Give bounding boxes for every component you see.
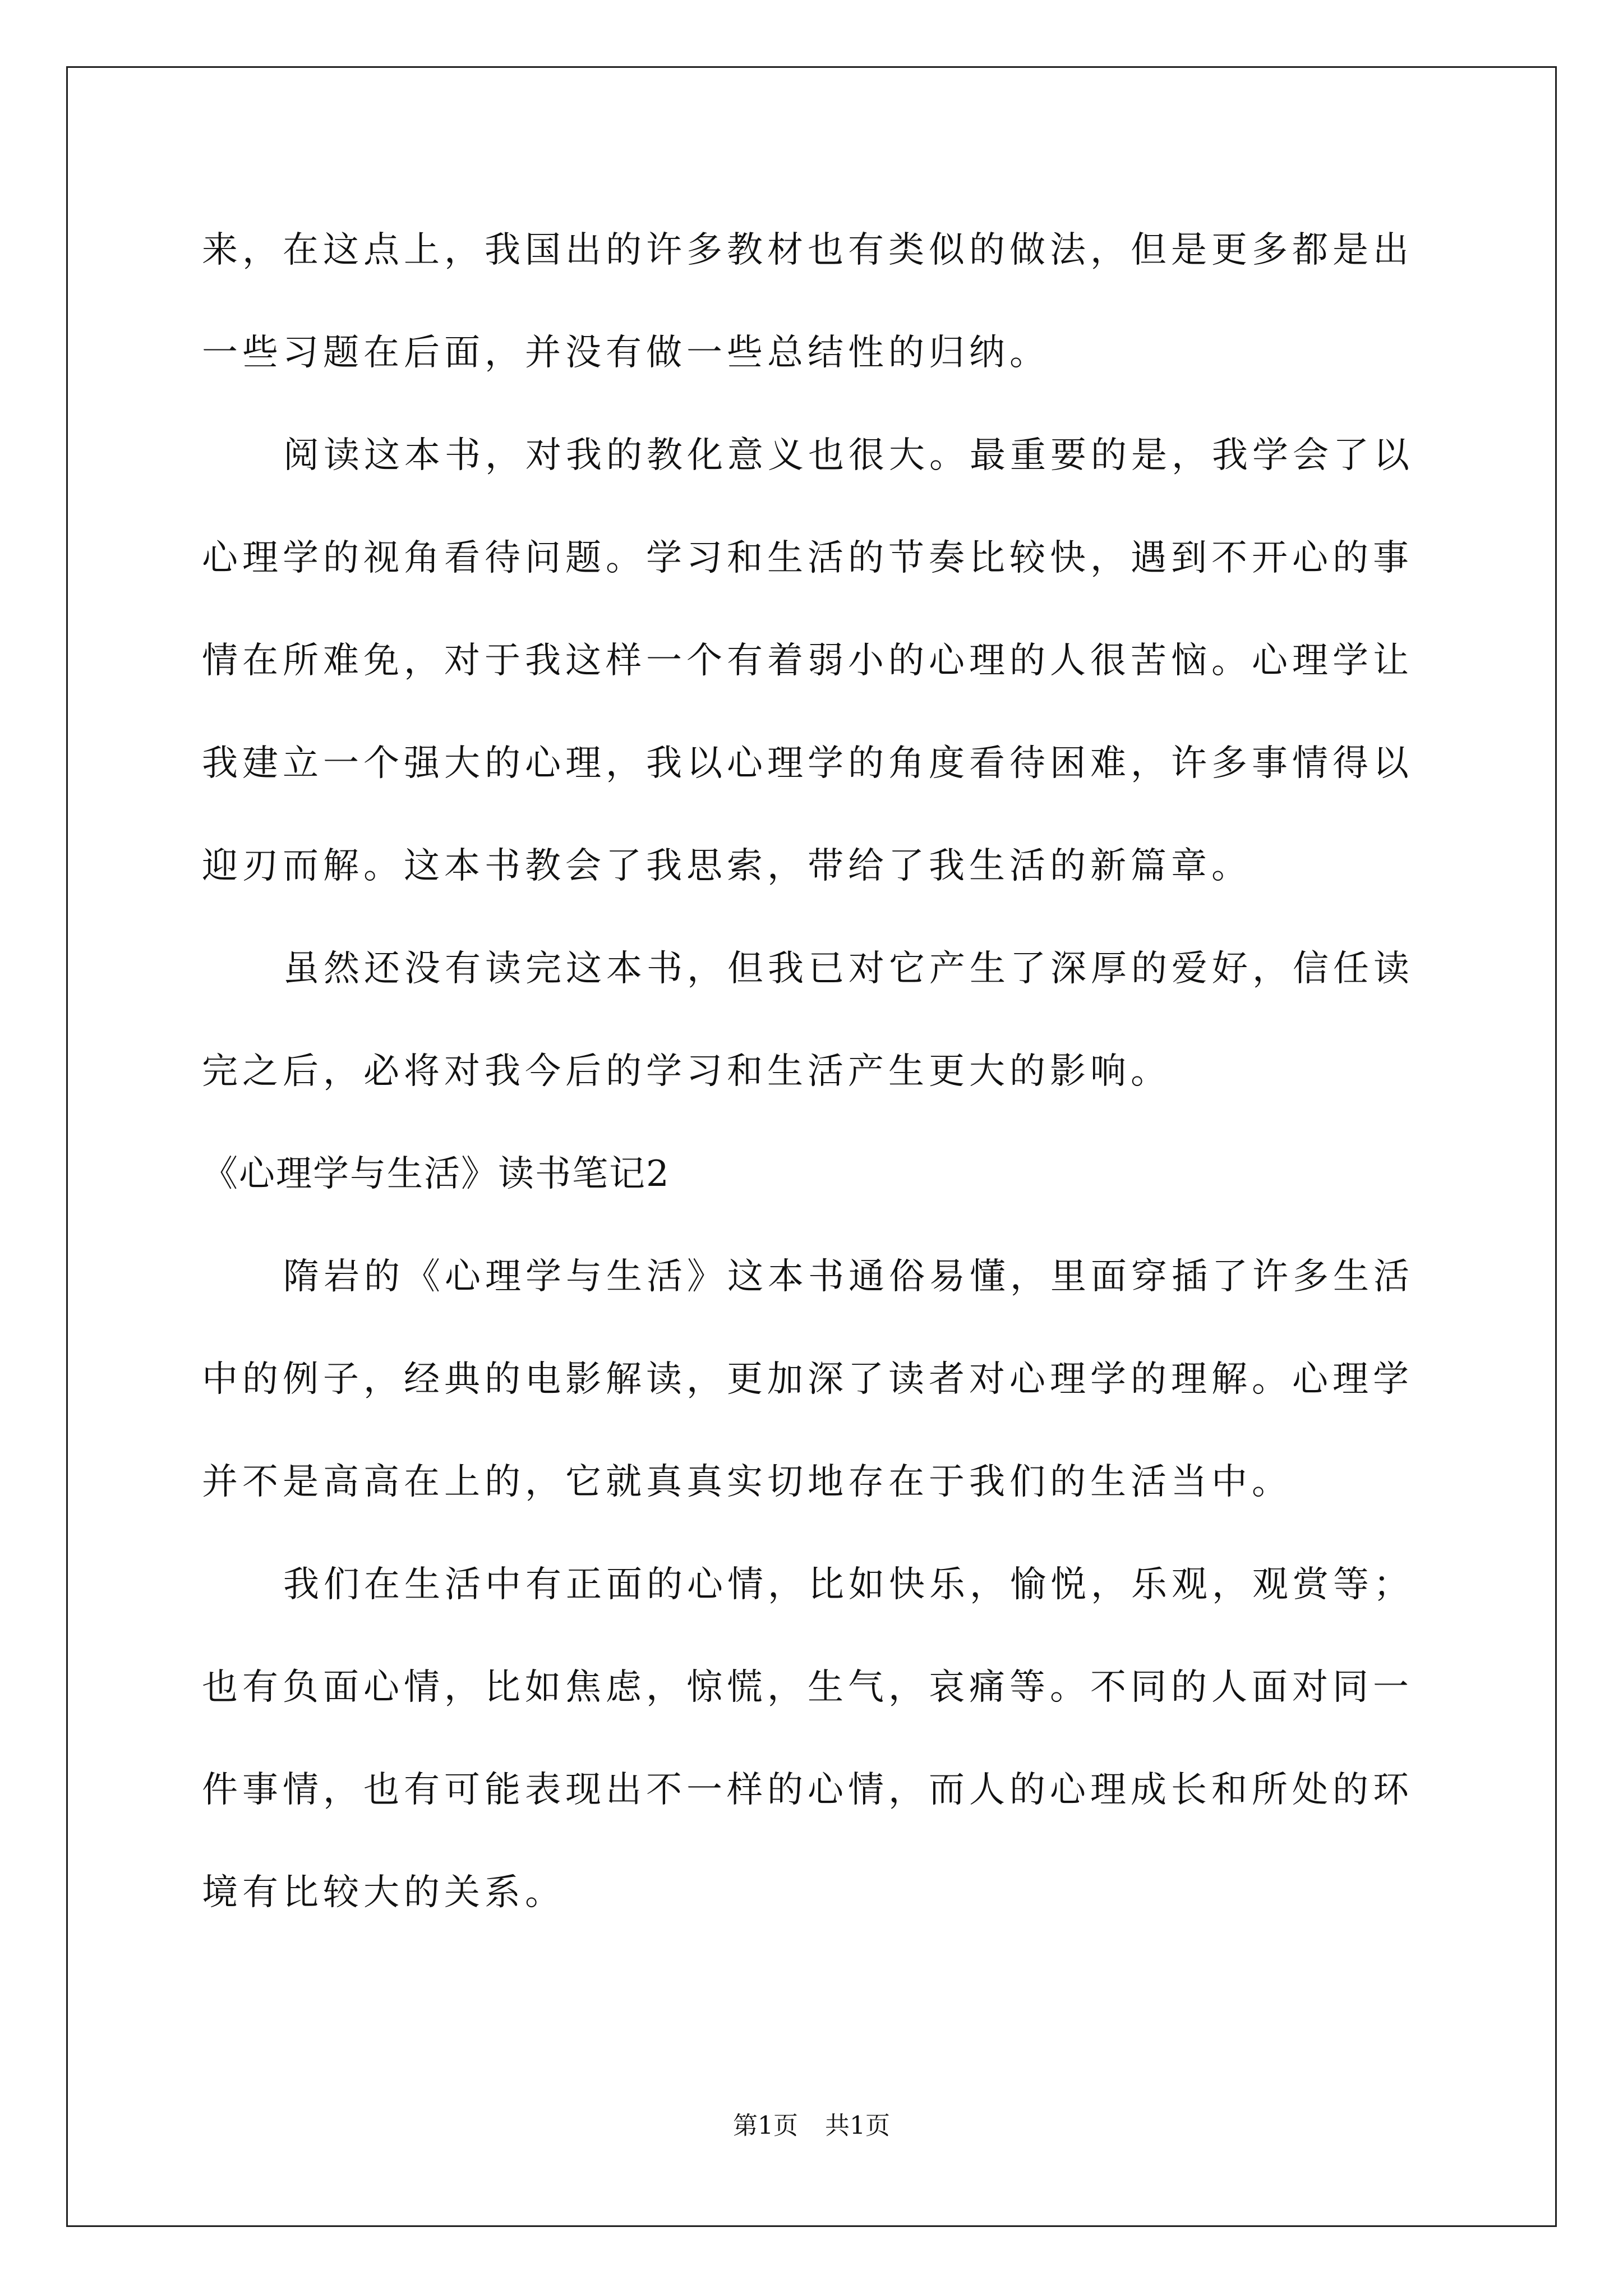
text-line: 也有负面心情，比如焦虑，惊慌，生气，哀痛等。不同的人面对同一 xyxy=(202,1667,1413,1708)
text-line: 一些习题在后面，并没有做一些总结性的归纳。 xyxy=(202,332,1050,374)
section-heading: 《心理学与生活》读书笔记2 xyxy=(202,1153,670,1195)
page-footer xyxy=(0,2109,1623,2143)
text-line: 虽然还没有读完这本书，但我已对它产生了深厚的爱好，信任读 xyxy=(283,948,1414,990)
text-line: 情在所难免，对于我这样一个有着弱小的心理的人很苦恼。心理学让 xyxy=(202,640,1413,682)
text-line: 境有比较大的关系。 xyxy=(202,1872,565,1913)
document-body xyxy=(202,199,1424,1944)
text-line: 件事情，也有可能表现出不一样的心情，而人的心理成长和所处的环 xyxy=(202,1769,1413,1811)
paragraph xyxy=(202,918,1424,1123)
text-line: 完之后，必将对我今后的学习和生活产生更大的影响。 xyxy=(202,1051,1171,1092)
page-number: 第1页 xyxy=(733,2111,798,2140)
text-line: 中的例子，经典的电影解读，更加深了读者对心理学的理解。心理学 xyxy=(202,1359,1413,1400)
text-line: 阅读这本书，对我的教化意义也很大。最重要的是，我学会了以 xyxy=(283,435,1414,476)
paragraph xyxy=(202,1534,1424,1944)
page-total: 共1页 xyxy=(825,2111,890,2140)
text-line: 我建立一个强大的心理，我以心理学的角度看待困难，许多事情得以 xyxy=(202,743,1413,784)
text-line: 来，在这点上，我国出的许多教材也有类似的做法，但是更多都是出 xyxy=(202,229,1413,271)
text-line: 隋岩的《心理学与生活》这本书通俗易懂，里面穿插了许多生活 xyxy=(283,1256,1414,1297)
text-line: 迎刃而解。这本书教会了我思索，带给了我生活的新篇章。 xyxy=(202,845,1252,887)
paragraph xyxy=(202,199,1424,404)
text-line: 并不是高高在上的，它就真真实切地存在于我们的生活当中。 xyxy=(202,1461,1292,1503)
text-line: 我们在生活中有正面的心情，比如快乐，愉悦，乐观，观赏等； xyxy=(283,1564,1414,1605)
paragraph xyxy=(202,1226,1424,1534)
paragraph xyxy=(202,404,1424,918)
text-line: 心理学的视角看待问题。学习和生活的节奏比较快，遇到不开心的事 xyxy=(202,537,1413,579)
